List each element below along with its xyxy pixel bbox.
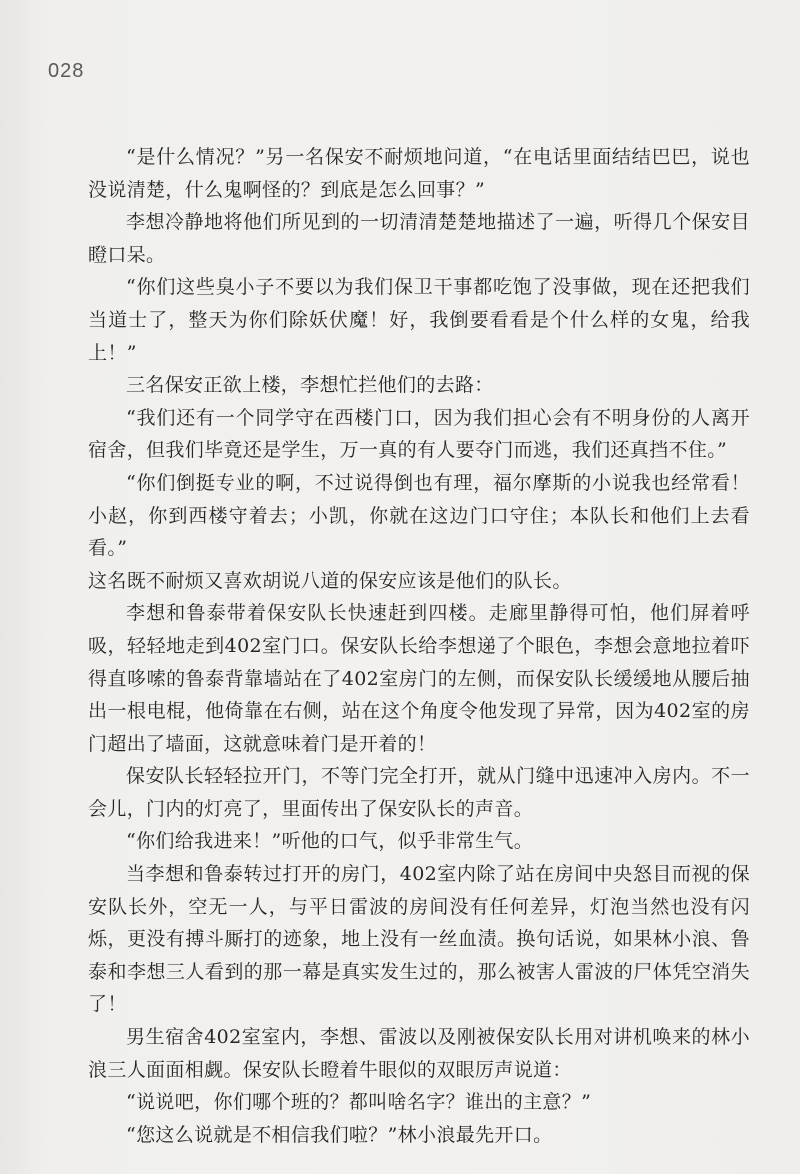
page-number: 028 (48, 60, 85, 82)
paragraph: “我们还有一个同学守在西楼门口，因为我们担心会有不明身份的人离开宿舍，但我们毕竟还是学生，万一真的有人要夺门而逃，我们还真挡不住。” (88, 406, 750, 462)
paragraph: “您这么说就是不相信我们啦？”林小浪最先开口。 (126, 1123, 553, 1146)
paragraph: “是什么情况？”另一名保安不耐烦地问道，“在电话里面结结巴巴，说也没说清楚，什么鬼啊怪的？到底是怎么回事？” (88, 146, 750, 201)
paragraph: 三名保安正欲上楼，李想忙拦他们的去路： (126, 374, 494, 397)
paragraph: 男生宿舍402室室内，李想、雷波以及刚被保安队长用对讲机唤来的林小浪三人面面相觑。保安队长瞪着牛眼似的双眼厉声说道： (88, 1026, 750, 1081)
paragraph: “你们给我进来！”听他的口气，似乎非常生气。 (126, 830, 534, 853)
paragraph: 保安队长轻轻拉开门，不等门完全打开，就从门缝中迅速冲入房内。不一会儿，门内的灯亮了，里面传出了保安队长的声音。 (88, 765, 750, 820)
paragraph: 这名既不耐烦又喜欢胡说八道的保安应该是他们的队长。 (88, 569, 572, 592)
body-text (88, 141, 750, 1151)
paragraph: 李想和鲁泰带着保安队长快速赶到四楼。走廊里静得可怕，他们屏着呼吸，轻轻地走到402室门口。保安队长给李想递了个眼色，李想会意地拉着吓得直哆嗦的鲁泰背靠墙站在了402室房门的左侧，而保安队长缓缓地从腰后抽出一根电棍，他倚靠在右侧，站在这个角度令他发现了异常，因为402室的房门超出了墙面，这就意味着门是开着的！ (88, 602, 750, 755)
paragraph: “说说吧，你们哪个班的？都叫啥名字？谁出的主意？” (126, 1091, 592, 1114)
paragraph: “你们倒挺专业的啊，不过说得倒也有理，福尔摩斯的小说我也经常看！小赵，你到西楼守着去；小凯，你就在这边门口守住；本队长和他们上去看看。” (88, 471, 750, 560)
paragraph: “你们这些臭小子不要以为我们保卫干事都吃饱了没事做，现在还把我们当道士了，整天为你们除妖伏魔！好，我倒要看看是个什么样的女鬼，给我上！” (88, 276, 750, 364)
paragraph: 李想冷静地将他们所见到的一切清清楚楚地描述了一遍，听得几个保安目瞪口呆。 (88, 211, 750, 266)
paragraph: 当李想和鲁泰转过打开的房门，402室内除了站在房间中央怒目而视的保安队长外，空无一人，与平日雷波的房间没有任何差异，灯泡当然也没有闪烁，更没有搏斗厮打的迹象，地上没有一丝血渍。换句话说，如果林小浪、鲁泰和李想三人看到的那一幕是真实发生过的，那么被害人雷波的尸体凭空消失了！ (88, 863, 750, 1016)
